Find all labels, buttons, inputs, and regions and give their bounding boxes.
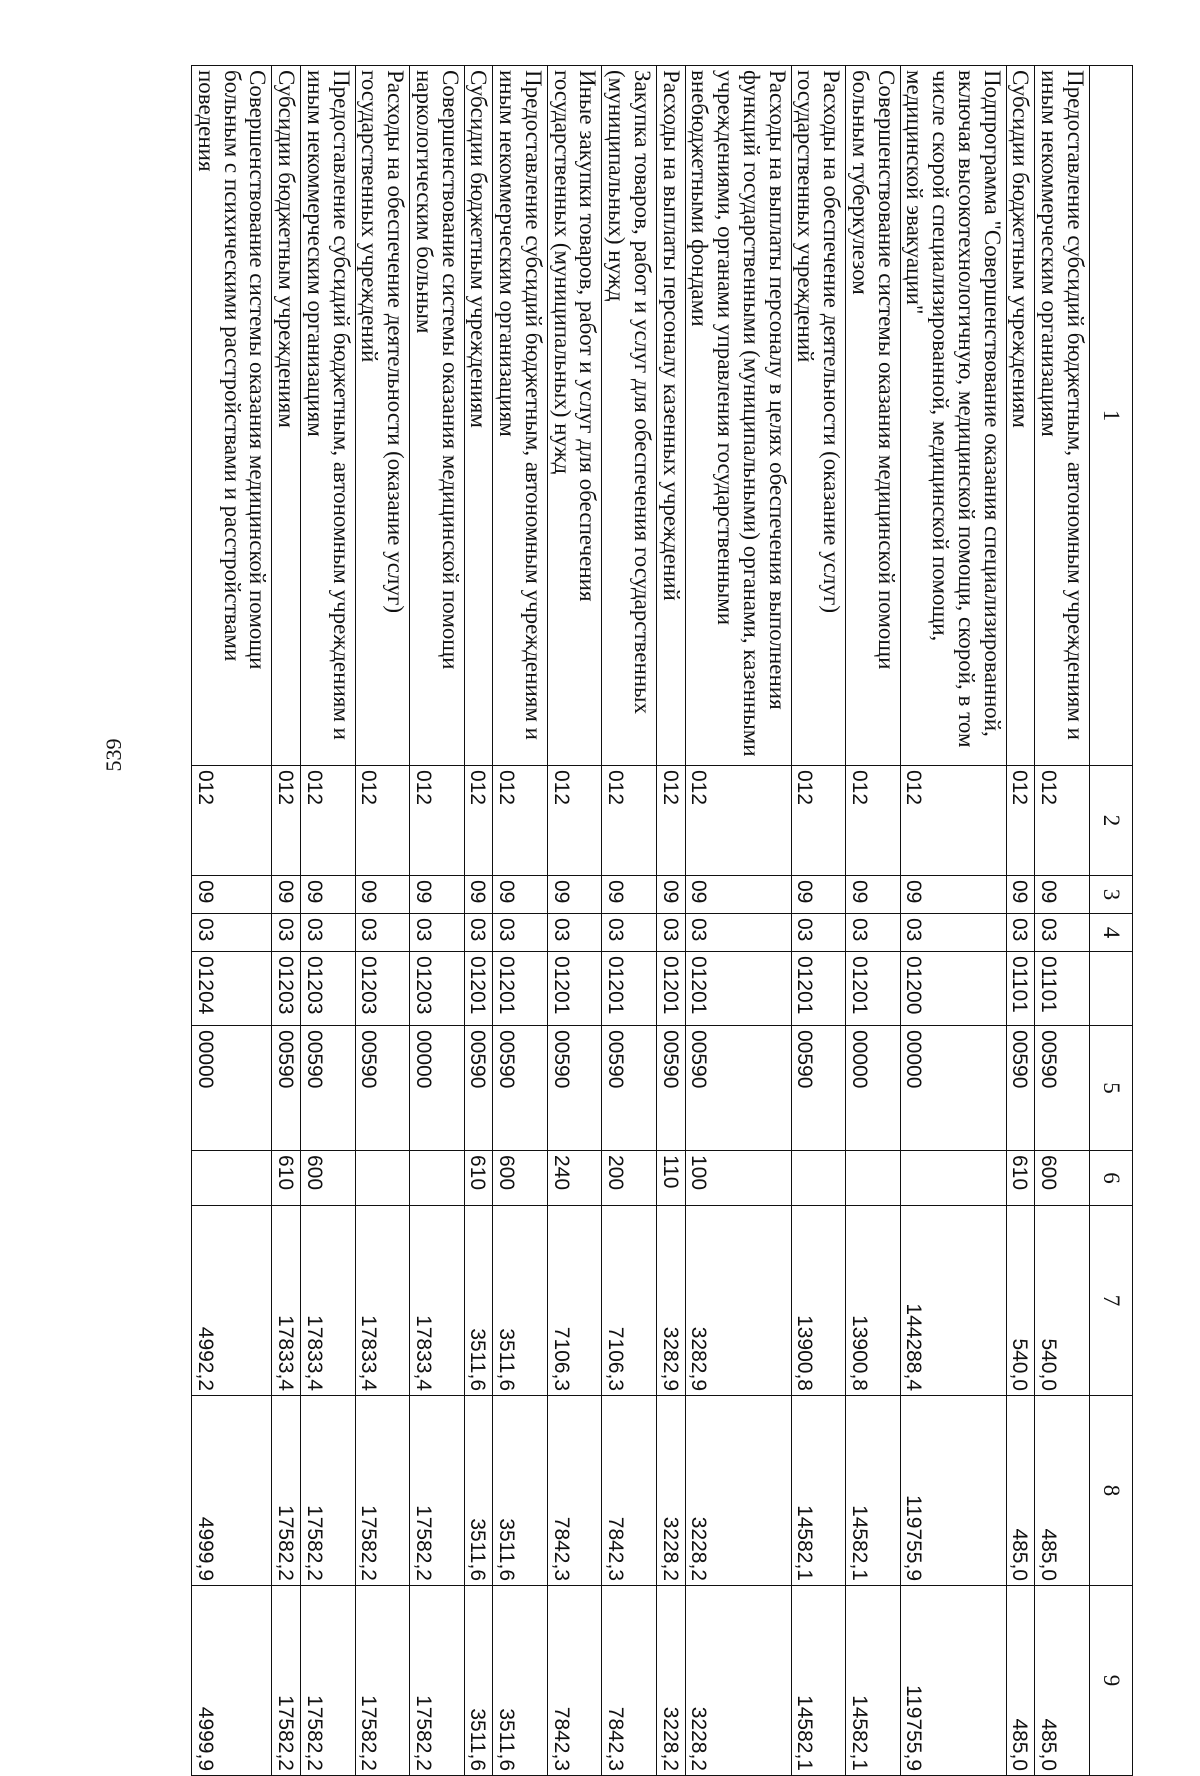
program-cell: 01203 — [301, 952, 356, 1026]
expense-type-cell: 610 — [464, 1151, 493, 1206]
subsection-cell: 03 — [900, 914, 1006, 952]
direction-cell: 00590 — [493, 1026, 548, 1151]
code-cell: 012 — [791, 766, 846, 876]
table-row — [791, 66, 846, 1776]
section-cell: 09 — [900, 876, 1006, 914]
subsection-cell: 03 — [791, 914, 846, 952]
direction-cell: 00590 — [685, 1026, 791, 1151]
code-cell: 012 — [1035, 766, 1090, 876]
table-row — [1035, 66, 1090, 1776]
direction-cell: 00000 — [192, 1026, 272, 1151]
amount-cell: 3511,6 — [493, 1206, 548, 1396]
program-cell: 01203 — [272, 952, 301, 1026]
column-header: 6 — [1090, 1151, 1133, 1206]
program-cell: 01201 — [846, 952, 901, 1026]
row-name-cell: Расходы на выплаты персоналу казенных учреждений — [657, 66, 686, 766]
direction-cell: 00590 — [657, 1026, 686, 1151]
section-cell: 09 — [355, 876, 410, 914]
expense-type-cell: 600 — [1035, 1151, 1090, 1206]
table-row — [493, 66, 548, 1776]
row-name-cell: Закупка товаров, работ и услуг для обеспечения государственных (муниципальных) нужд — [602, 66, 657, 766]
amount-cell: 540,0 — [1035, 1206, 1090, 1396]
expense-type-cell — [192, 1151, 272, 1206]
amount-cell: 17582,2 — [410, 1586, 465, 1776]
row-name-cell: Расходы на выплаты персоналу в целях обеспечения выполнения функций государственными (муниципальными) органами, казенными учреждениями, органами управления государственными внебюджетными фондами — [685, 66, 791, 766]
column-header — [1090, 952, 1133, 1026]
header-row — [1090, 66, 1133, 1776]
amount-cell: 119755,9 — [900, 1396, 1006, 1586]
program-cell: 01203 — [410, 952, 465, 1026]
program-cell: 01201 — [464, 952, 493, 1026]
amount-cell: 14582,1 — [846, 1396, 901, 1586]
amount-cell: 144288,4 — [900, 1206, 1006, 1396]
code-cell: 012 — [1006, 766, 1035, 876]
row-name-cell: Совершенствование системы оказания медицинской помощи больным туберкулезом — [846, 66, 901, 766]
table-row — [410, 66, 465, 1776]
table-row — [602, 66, 657, 1776]
direction-cell: 00000 — [900, 1026, 1006, 1151]
section-cell: 09 — [410, 876, 465, 914]
amount-cell: 17582,2 — [301, 1586, 356, 1776]
amount-cell: 13900,8 — [791, 1206, 846, 1396]
row-name-cell: Субсидии бюджетным учреждениям — [272, 66, 301, 766]
amount-cell: 3282,9 — [657, 1206, 686, 1396]
amount-cell: 485,0 — [1006, 1586, 1035, 1776]
amount-cell: 17833,4 — [301, 1206, 356, 1396]
amount-cell: 4999,9 — [192, 1586, 272, 1776]
amount-cell: 3228,2 — [657, 1396, 686, 1586]
subsection-cell: 03 — [548, 914, 603, 952]
section-cell: 09 — [301, 876, 356, 914]
amount-cell: 7842,3 — [548, 1396, 603, 1586]
expense-type-cell: 100 — [685, 1151, 791, 1206]
amount-cell: 7842,3 — [602, 1396, 657, 1586]
amount-cell: 485,0 — [1035, 1586, 1090, 1776]
column-header: 1 — [1090, 66, 1133, 766]
amount-cell: 14582,1 — [791, 1586, 846, 1776]
section-cell: 09 — [1035, 876, 1090, 914]
section-cell: 09 — [493, 876, 548, 914]
amount-cell: 7106,3 — [548, 1206, 603, 1396]
program-cell: 01200 — [900, 952, 1006, 1026]
subsection-cell: 03 — [464, 914, 493, 952]
amount-cell: 3511,6 — [464, 1206, 493, 1396]
column-header: 3 — [1090, 876, 1133, 914]
table-row — [272, 66, 301, 1776]
program-cell: 01204 — [192, 952, 272, 1026]
expense-type-cell — [900, 1151, 1006, 1206]
table-body — [192, 66, 1090, 1776]
amount-cell: 3228,2 — [657, 1586, 686, 1776]
code-cell: 012 — [548, 766, 603, 876]
row-name-cell: Иные закупки товаров, работ и услуг для обеспечения государственных (муниципальных) нужд — [548, 66, 603, 766]
section-cell: 09 — [1006, 876, 1035, 914]
amount-cell: 3228,2 — [685, 1586, 791, 1776]
column-header: 7 — [1090, 1206, 1133, 1396]
subsection-cell: 03 — [493, 914, 548, 952]
amount-cell: 7842,3 — [548, 1586, 603, 1776]
direction-cell: 00590 — [791, 1026, 846, 1151]
code-cell: 012 — [657, 766, 686, 876]
table-row — [846, 66, 901, 1776]
row-name-cell: Совершенствование системы оказания медицинской помощи наркологическим больным — [410, 66, 465, 766]
code-cell: 012 — [192, 766, 272, 876]
code-cell: 012 — [493, 766, 548, 876]
code-cell: 012 — [602, 766, 657, 876]
program-cell: 01201 — [493, 952, 548, 1026]
table-row — [900, 66, 1006, 1776]
amount-cell: 3511,6 — [493, 1396, 548, 1586]
direction-cell: 00000 — [846, 1026, 901, 1151]
section-cell: 09 — [685, 876, 791, 914]
section-cell: 09 — [846, 876, 901, 914]
column-header: 5 — [1090, 1026, 1133, 1151]
amount-cell: 119755,9 — [900, 1586, 1006, 1776]
amount-cell: 17833,4 — [355, 1206, 410, 1396]
expense-type-cell: 600 — [493, 1151, 548, 1206]
expense-type-cell: 610 — [1006, 1151, 1035, 1206]
program-cell: 01201 — [602, 952, 657, 1026]
code-cell: 012 — [685, 766, 791, 876]
table-row — [355, 66, 410, 1776]
amount-cell: 17582,2 — [410, 1396, 465, 1586]
amount-cell: 3511,6 — [464, 1396, 493, 1586]
column-header: 4 — [1090, 914, 1133, 952]
amount-cell: 17582,2 — [301, 1396, 356, 1586]
subsection-cell: 03 — [657, 914, 686, 952]
amount-cell: 17582,2 — [355, 1586, 410, 1776]
direction-cell: 00000 — [410, 1026, 465, 1151]
amount-cell: 13900,8 — [846, 1206, 901, 1396]
program-cell: 01101 — [1006, 952, 1035, 1026]
subsection-cell: 03 — [272, 914, 301, 952]
expense-type-cell — [410, 1151, 465, 1206]
section-cell: 09 — [602, 876, 657, 914]
expense-type-cell: 610 — [272, 1151, 301, 1206]
code-cell: 012 — [355, 766, 410, 876]
table-row — [685, 66, 791, 1776]
table-row — [301, 66, 356, 1776]
table-row — [657, 66, 686, 1776]
row-name-cell: Предоставление субсидий бюджетным, автономным учреждениям и иным некоммерческим организациям — [301, 66, 356, 766]
row-name-cell: Предоставление субсидий бюджетным, автономным учреждениям и иным некоммерческим организациям — [493, 66, 548, 766]
amount-cell: 3228,2 — [685, 1396, 791, 1586]
table-row — [464, 66, 493, 1776]
row-name-cell: Совершенствование системы оказания медицинской помощи больным с психическими расстройствами и расстройствами поведения — [192, 66, 272, 766]
program-cell: 01201 — [657, 952, 686, 1026]
amount-cell: 7842,3 — [602, 1586, 657, 1776]
amount-cell: 7106,3 — [602, 1206, 657, 1396]
amount-cell: 14582,1 — [846, 1586, 901, 1776]
amount-cell: 4999,9 — [192, 1396, 272, 1586]
direction-cell: 00590 — [301, 1026, 356, 1151]
budget-table — [191, 65, 1133, 1776]
subsection-cell: 03 — [602, 914, 657, 952]
subsection-cell: 03 — [1035, 914, 1090, 952]
section-cell: 09 — [464, 876, 493, 914]
section-cell: 09 — [791, 876, 846, 914]
program-cell: 01201 — [791, 952, 846, 1026]
column-header: 9 — [1090, 1586, 1133, 1776]
subsection-cell: 03 — [846, 914, 901, 952]
amount-cell: 17833,4 — [410, 1206, 465, 1396]
expense-type-cell — [355, 1151, 410, 1206]
code-cell: 012 — [410, 766, 465, 876]
expense-type-cell: 110 — [657, 1151, 686, 1206]
code-cell: 012 — [900, 766, 1006, 876]
amount-cell: 14582,1 — [791, 1396, 846, 1586]
expense-type-cell: 200 — [602, 1151, 657, 1206]
subsection-cell: 03 — [410, 914, 465, 952]
amount-cell: 17833,4 — [272, 1206, 301, 1396]
expense-type-cell — [791, 1151, 846, 1206]
subsection-cell: 03 — [685, 914, 791, 952]
amount-cell: 3511,6 — [464, 1586, 493, 1776]
amount-cell: 17582,2 — [272, 1586, 301, 1776]
direction-cell: 00590 — [355, 1026, 410, 1151]
code-cell: 012 — [846, 766, 901, 876]
code-cell: 012 — [464, 766, 493, 876]
direction-cell: 00590 — [272, 1026, 301, 1151]
rotated-page — [103, 65, 1133, 1775]
subsection-cell: 03 — [192, 914, 272, 952]
column-header: 2 — [1090, 766, 1133, 876]
direction-cell: 00590 — [548, 1026, 603, 1151]
expense-type-cell: 600 — [301, 1151, 356, 1206]
table-row — [192, 66, 272, 1776]
table-row — [548, 66, 603, 1776]
amount-cell: 540,0 — [1006, 1206, 1035, 1396]
row-name-cell: Субсидии бюджетным учреждениям — [1006, 66, 1035, 766]
program-cell: 01201 — [548, 952, 603, 1026]
program-cell: 01203 — [355, 952, 410, 1026]
subsection-cell: 03 — [1006, 914, 1035, 952]
amount-cell: 17582,2 — [355, 1396, 410, 1586]
expense-type-cell — [846, 1151, 901, 1206]
page-number: 539 — [101, 738, 126, 772]
subsection-cell: 03 — [355, 914, 410, 952]
row-name-cell: Субсидии бюджетным учреждениям — [464, 66, 493, 766]
direction-cell: 00590 — [1035, 1026, 1090, 1151]
code-cell: 012 — [301, 766, 356, 876]
section-cell: 09 — [548, 876, 603, 914]
code-cell: 012 — [272, 766, 301, 876]
program-cell: 01101 — [1035, 952, 1090, 1026]
section-cell: 09 — [192, 876, 272, 914]
row-name-cell: Расходы на обеспечение деятельности (оказание услуг) государственных учреждений — [355, 66, 410, 766]
subsection-cell: 03 — [301, 914, 356, 952]
amount-cell: 17582,2 — [272, 1396, 301, 1586]
section-cell: 09 — [272, 876, 301, 914]
amount-cell: 4992,2 — [192, 1206, 272, 1396]
amount-cell: 485,0 — [1006, 1396, 1035, 1586]
row-name-cell: Расходы на обеспечение деятельности (оказание услуг) государственных учреждений — [791, 66, 846, 766]
column-header: 8 — [1090, 1396, 1133, 1586]
section-cell: 09 — [657, 876, 686, 914]
direction-cell: 00590 — [1006, 1026, 1035, 1151]
direction-cell: 00590 — [464, 1026, 493, 1151]
amount-cell: 485,0 — [1035, 1396, 1090, 1586]
expense-type-cell: 240 — [548, 1151, 603, 1206]
table-row — [1006, 66, 1035, 1776]
amount-cell: 3282,9 — [685, 1206, 791, 1396]
program-cell: 01201 — [685, 952, 791, 1026]
direction-cell: 00590 — [602, 1026, 657, 1151]
row-name-cell: Подпрограмма "Совершенствование оказания специализированной, включая высокотехнологичную, медицинской помощи, скорой, в том числе скорой специализированной, медицинской помощи, медицинской эвакуации" — [900, 66, 1006, 766]
amount-cell: 3511,6 — [493, 1586, 548, 1776]
row-name-cell: Предоставление субсидий бюджетным, автономным учреждениям и иным некоммерческим организациям — [1035, 66, 1090, 766]
